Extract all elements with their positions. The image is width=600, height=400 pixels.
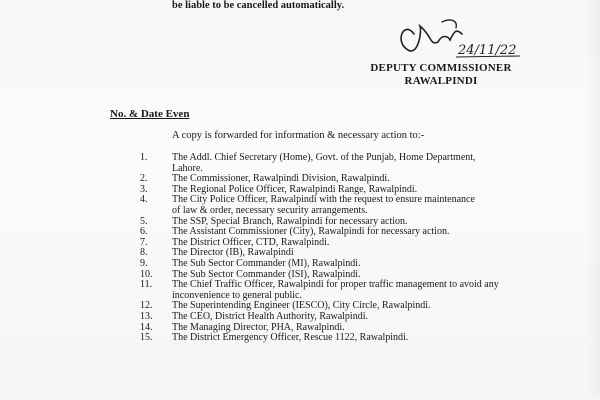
recipient-number: 5. — [140, 215, 148, 227]
recipient-number: 8. — [140, 247, 148, 259]
recipient-number: 13. — [140, 310, 153, 322]
recipient-item — [0, 259, 600, 270]
recipient-text — [172, 312, 512, 323]
forwarding-intro: A copy is forwarded for information & necessary action to:- — [172, 130, 425, 141]
recipient-text — [172, 259, 512, 270]
recipient-text — [172, 280, 512, 301]
recipient-number: 14. — [140, 321, 153, 333]
recipient-item — [0, 238, 600, 249]
recipient-line-1: The Chief Traffic Officer, Rawalpindi for proper traffic management to avoid any — [172, 279, 499, 291]
recipient-number: 1. — [140, 152, 148, 163]
recipient-number: 12. — [140, 300, 153, 312]
recipient-line-2: of law & order, necessary security arrangements. — [172, 204, 368, 216]
recipient-number: 9. — [140, 257, 148, 269]
recipient-line-2: Lahore. — [172, 162, 203, 174]
recipient-number: 2. — [140, 173, 148, 185]
handwritten-signature — [392, 12, 522, 62]
recipient-number: 3. — [140, 183, 148, 195]
recipient-item — [0, 312, 600, 323]
recipient-text — [172, 333, 512, 344]
recipient-number: 10. — [140, 268, 153, 280]
recipient-number: 6. — [140, 226, 148, 238]
signatory-block — [366, 62, 516, 88]
recipient-line-1: The CEO, District Health Authority, Rawalpindi. — [172, 310, 368, 322]
recipient-line-1: The Regional Police Officer, Rawalpindi Range, Rawalpindi. — [172, 183, 418, 195]
recipient-number: 4. — [140, 194, 148, 206]
recipient-number: 15. — [140, 332, 153, 344]
recipient-item — [0, 153, 600, 174]
recipient-line-1: The Sub Sector Commander (ISI), Rawalpindi. — [172, 268, 361, 280]
recipient-line-1: The District Officer, CTD, Rawalpindi. — [172, 236, 330, 248]
reference-number: No. & Date Even — [110, 108, 190, 120]
recipient-number: 11. — [140, 279, 153, 291]
recipient-text — [172, 153, 512, 174]
closing-sentence: be liable to be cancelled automatically. — [172, 0, 345, 11]
recipient-line-1: The Assistant Commissioner (City), Rawalpindi for necessary action. — [172, 226, 450, 238]
recipient-line-1: The Sub Sector Commander (MI), Rawalpindi. — [172, 257, 361, 269]
recipient-line-1: The Managing Director, PHA, Rawalpindi. — [172, 321, 345, 333]
signatory-place: RAWALPINDI — [404, 75, 478, 87]
recipient-item — [0, 280, 600, 301]
page-edge-shadow — [586, 0, 600, 400]
recipient-line-1: The City Police Officer, Rawalpindi with the request to ensure maintenance — [172, 194, 475, 206]
recipient-item — [0, 333, 600, 344]
signature-date: 24/11/22 — [458, 43, 517, 58]
recipient-line-1: The Director (IB), Rawalpindi — [172, 247, 294, 259]
recipient-line-2: inconvenience to general public. — [172, 289, 302, 301]
recipient-text — [172, 195, 512, 216]
recipient-line-1: The District Emergency Officer, Rescue 1122, Rawalpindi. — [172, 332, 409, 344]
page-bottom-fade — [0, 392, 600, 400]
recipient-item — [0, 195, 600, 216]
signatory-title: DEPUTY COMMISSIONER — [370, 62, 512, 74]
recipient-line-1: The Commissioner, Rawalpindi Division, Rawalpindi. — [172, 173, 390, 185]
recipient-line-1: The Addl. Chief Secretary (Home), Govt. of the Punjab, Home Department, — [172, 152, 476, 163]
recipient-number: 7. — [140, 236, 148, 248]
recipient-line-1: The Superintending Engineer (IESCO), City Circle, Rawalpindi. — [172, 300, 431, 312]
recipient-line-1: The SSP, Special Branch, Rawalpindi for necessary action. — [172, 215, 408, 227]
recipient-list — [0, 153, 600, 344]
